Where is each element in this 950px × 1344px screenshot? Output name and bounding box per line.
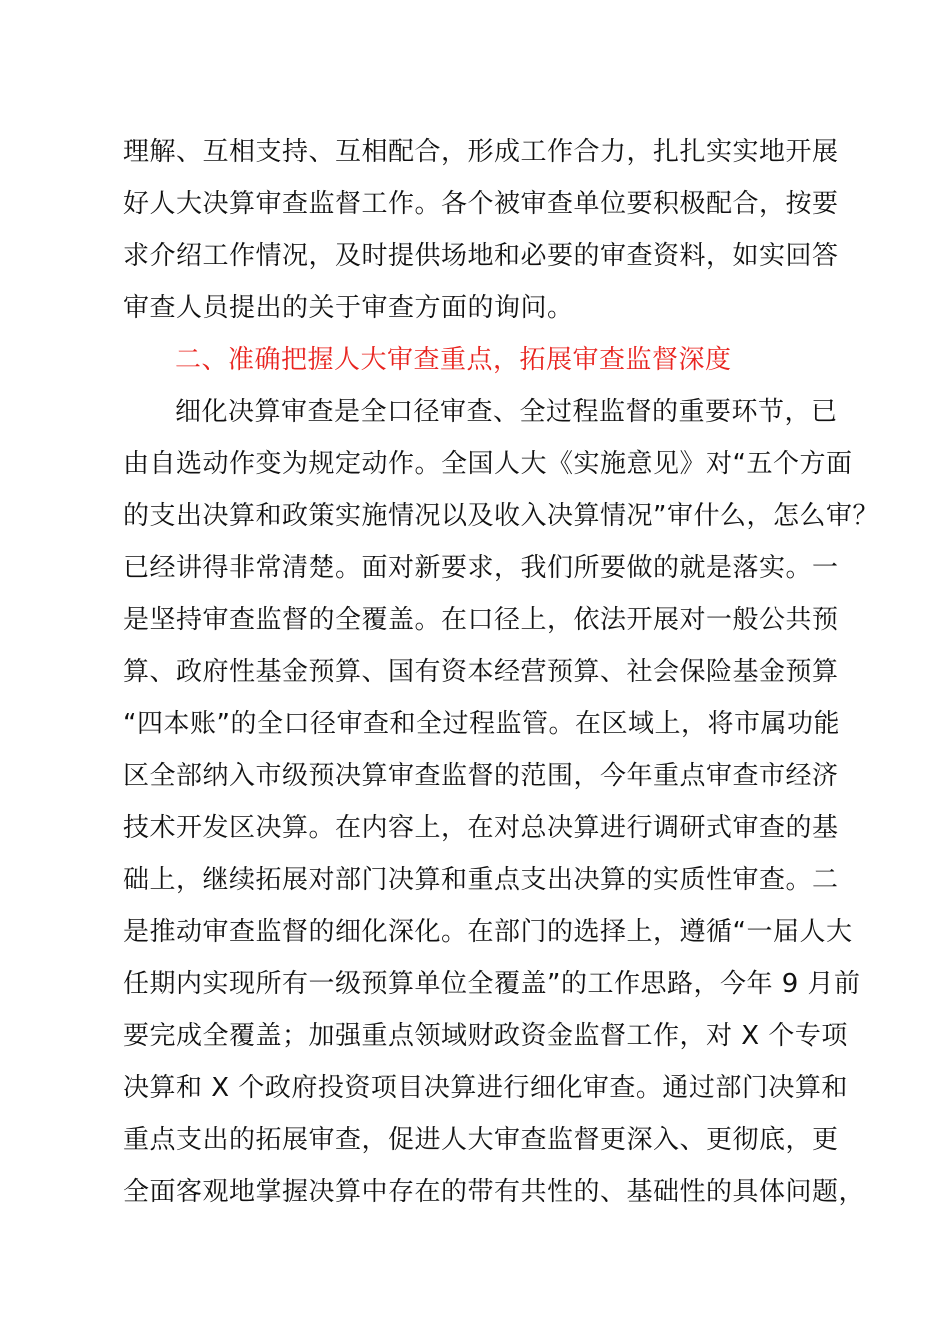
paragraph-line-19: 决算和 X 个政府投资项目决算进行细化审查。通过部门决算和 [123, 1073, 848, 1103]
paragraph-line-15: 础上，继续拓展对部门决算和重点支出决算的实质性审查。二 [123, 865, 839, 895]
paragraph-line-20: 重点支出的拓展审查，促进人大审查监督更深入、更彻底，更 [123, 1125, 839, 1155]
paragraph-line-3: 求介绍工作情况，及时提供场地和必要的审查资料，如实回答 [123, 241, 839, 271]
paragraph-line-7: 由自选动作变为规定动作。全国人大《实施意见》对“五个方面 [123, 449, 853, 479]
paragraph-line-6: 细化决算审查是全口径审查、全过程监督的重要环节，已 [175, 397, 838, 427]
paragraph-line-16: 是推动审查监督的细化深化。在部门的选择上，遵循“一届人大 [123, 917, 853, 947]
section-heading: 二、准确把握人大审查重点，拓展审查监督深度 [175, 345, 732, 375]
paragraph-line-17: 任期内实现所有一级预算单位全覆盖”的工作思路，今年 9 月前 [123, 969, 861, 999]
paragraph-line-10: 是坚持审查监督的全覆盖。在口径上，依法开展对一般公共预 [123, 605, 839, 635]
paragraph-line-21: 全面客观地掌握决算中存在的带有共性的、基础性的具体问题， [123, 1177, 866, 1207]
paragraph-line-13: 区全部纳入市级预决算审查监督的范围，今年重点审查市经济 [123, 761, 839, 791]
paragraph-line-14: 技术开发区决算。在内容上，在对总决算进行调研式审查的基 [123, 813, 839, 843]
paragraph-line-4: 审查人员提出的关于审查方面的询问。 [123, 293, 574, 323]
paragraph-line-11: 算、政府性基金预算、国有资本经营预算、社会保险基金预算 [123, 657, 839, 687]
paragraph-line-18: 要完成全覆盖；加强重点领域财政资金监督工作，对 X 个专项 [123, 1021, 848, 1051]
paragraph-line-9: 已经讲得非常清楚。面对新要求，我们所要做的就是落实。一 [123, 553, 839, 583]
paragraph-line-8: 的支出决算和政策实施情况以及收入决算情况”审什么，怎么审？ [123, 501, 879, 531]
paragraph-line-1: 理解、互相支持、互相配合，形成工作合力，扎扎实实地开展 [123, 137, 839, 167]
paragraph-line-12: “四本账”的全口径审查和全过程监管。在区域上，将市属功能 [123, 709, 840, 739]
paragraph-line-2: 好人大决算审查监督工作。各个被审查单位要积极配合，按要 [123, 189, 839, 219]
